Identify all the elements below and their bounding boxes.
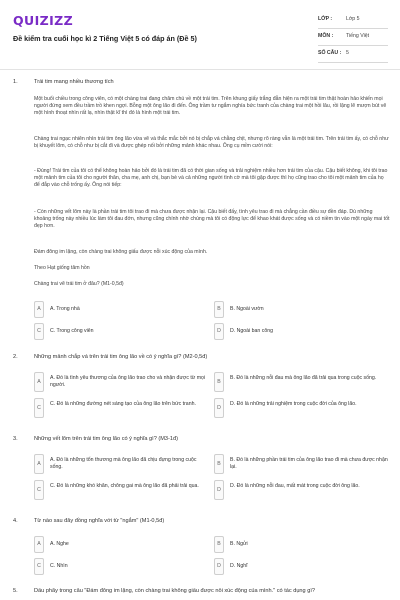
option-text: A. Đó là những tổn thương mà ông lão đã chịu đựng trong cuộc sống. (50, 457, 197, 470)
passage-paragraph: Đám đông im lặng, còn chàng trai không giấu được nỗi xúc động của mình. (34, 249, 208, 255)
answer-option-a[interactable] (34, 372, 209, 392)
option-letter: D (217, 487, 221, 493)
option-letter: B (217, 306, 221, 312)
answer-option-b[interactable] (214, 536, 389, 553)
option-letter: B (217, 379, 221, 385)
question-number: 3. (13, 436, 18, 442)
question-text: Từ nào sau đây đồng nghĩa với từ "ngắm" (M1-0,5đ) (34, 518, 165, 524)
meta-row-question-count (318, 46, 388, 63)
meta-label: SỐ CÂU : (318, 50, 342, 56)
meta-row-subject (318, 29, 388, 46)
option-text: D. Đó là những trải nghiệm trong cuộc đời của ông lão. (230, 401, 357, 407)
answer-option-c[interactable] (34, 398, 209, 418)
answer-option-d[interactable] (214, 323, 389, 340)
option-letter: B (217, 461, 221, 467)
question-text: Những vết lõm trên trái tim ông lão có ý nghĩa gì? (M3-1đ) (34, 436, 178, 442)
answer-option-d[interactable] (214, 558, 389, 575)
passage-paragraph: Một buổi chiều trong công viên, có một chàng trai đang chăm chú về một trái tim. Trên khung giấy trắng đẫn hiện ra một trái tim thật hoàn hảo khiến mọi người đứng xem đều trầm trồ khen ngợi. Bỗng một ông lão đi đến. Ông trầm tư ngắm nghía bức tranh của chàng trai một hồi lâu, rồi lặng lẽ mượn bút vẽ một hình thoạt nhìn rất lạ, nhìn thật kĩ thì đó là hình một trái tim. (34, 96, 387, 117)
answer-option-b[interactable] (214, 301, 389, 318)
question-number: 5. (13, 588, 18, 594)
meta-info-box (318, 12, 388, 63)
passage-paragraph: - Đúng! Trái tim của tôi có thể không hoàn hảo bởi đó là trái tim đã có thời gian sống và trải nghiệm nhiều hơn trái tim của cậu. Cậu biết không, khi tôi trao một mảnh tim của tôi cho người thân, cha mẹ, anh chị, bạn bè và cả những người tình cờ mà tôi gặp được thì họ cũng trao cho tôi một mảnh tim của họ để đắp vào chỗ trống ấy. Ông nói tiếp: (34, 168, 388, 189)
option-text: A. Đó là tình yêu thương của ông lão trao cho và nhận được từ mọi người. (50, 375, 206, 388)
answer-option-a[interactable] (34, 536, 209, 553)
option-letter: B (217, 541, 221, 547)
option-text: D. Ngoài ban công (230, 328, 273, 334)
option-letter: A (37, 541, 41, 547)
option-letter: A (37, 379, 41, 385)
option-text: A. Nghe (50, 541, 69, 547)
option-text: C. Nhìn (50, 563, 68, 569)
question-number: 1. (13, 79, 18, 85)
passage-paragraph: - Còn những vết lõm này là phần trái tim tôi trao đi mà chưa được nhận lại. Cậu biết đấy, tình yêu trao đi mà chẳng cần điều sự đền đáp. Dù những khoảng trống này nhiều lúc làm tôi đau đớn, nhưng cũng chính nhờ chúng mà tôi có động lực để khao khát được sống và có niềm tin vào một ngày mai tốt đẹp hơn. (34, 209, 390, 230)
option-text: D. Nghĩ (230, 563, 248, 569)
worksheet-header (0, 0, 400, 62)
answer-option-c[interactable] (34, 323, 209, 340)
question-text: Dấu phẩy trong câu "Đám đông im lặng, còn chàng trai không giấu được nỗi xúc động của mình." có tác dụng gì? (34, 588, 315, 594)
question-text: Chàng trai vẽ trái tim ở đâu? (M1-0,5đ) (34, 281, 124, 287)
meta-value: Lớp 5 (346, 16, 360, 22)
option-letter: D (217, 328, 221, 334)
passage-paragraph: Chàng trai ngạc nhiên nhìn trái tim ông lão vừa vẽ và thắc mắc bởi nó bị chắp vá chằng chịt, nhưng rõ ràng vẫn là một trái tim. Trên trái tim ấy, có chỗ như bị khuyết lõm, có chỗ như bị cắt đi và được ghép nối bởi những mảnh khác nhau. Ông cụ mỉm cười nói: (34, 136, 389, 150)
answer-option-c[interactable] (34, 558, 209, 575)
option-letter: C (37, 328, 41, 334)
answer-option-d[interactable] (214, 398, 389, 418)
option-text: C. Đó là những đường nét sáng tạo của ông lão trên bức tranh. (50, 401, 196, 407)
option-text: B. Đó là những nỗi đau mà ông lão đã trải qua trong cuộc sống. (230, 375, 377, 381)
option-letter: A (37, 461, 41, 467)
meta-value: Tiếng Việt (346, 33, 370, 39)
header-divider (0, 69, 400, 70)
answer-option-d[interactable] (214, 480, 389, 500)
option-letter: D (217, 563, 221, 569)
passage-source: Theo Hạt giống tâm hồn (34, 265, 90, 271)
option-text: C. Đó là những khó khăn, chông gai mà ông lão đã phải trải qua. (50, 483, 199, 489)
option-letter: D (217, 405, 221, 411)
option-letter: C (37, 405, 41, 411)
meta-value: 5 (346, 50, 349, 56)
answer-option-b[interactable] (214, 454, 389, 474)
meta-label: LỚP : (318, 16, 333, 22)
meta-row-grade (318, 12, 388, 29)
meta-label: MÔN : (318, 33, 334, 39)
answer-option-a[interactable] (34, 301, 209, 318)
question-text: Những mảnh chắp vá trên trái tim ông lão về có ý nghĩa gì? (M2-0,5đ) (34, 354, 208, 360)
option-text: B. Ngoài vườn (230, 306, 264, 312)
option-letter: C (37, 563, 41, 569)
option-text: B. Đó là những phần trái tim của ông lão trao đi mà chưa được nhận lại. (230, 457, 388, 470)
option-text: B. Ngửi (230, 541, 248, 547)
answer-option-c[interactable] (34, 480, 209, 500)
option-text: A. Trong nhà (50, 306, 80, 312)
option-letter: C (37, 487, 41, 493)
question-number: 4. (13, 518, 18, 524)
worksheet-title: Đề kiểm tra cuối học kì 2 Tiếng Việt 5 có đáp án (Đề 5) (13, 34, 197, 43)
option-letter: A (37, 306, 41, 312)
option-text: D. Đó là những nỗi đau, mất mát trong cuộc đời ông lão. (230, 483, 360, 489)
option-text: C. Trong công viên (50, 328, 94, 334)
question-number: 2. (13, 354, 18, 360)
answer-option-b[interactable] (214, 372, 389, 392)
quizizz-logo: QUIZIZZ (13, 13, 74, 28)
answer-option-a[interactable] (34, 454, 209, 474)
passage-title: Trái tim mang nhiều thương tích (34, 79, 114, 85)
